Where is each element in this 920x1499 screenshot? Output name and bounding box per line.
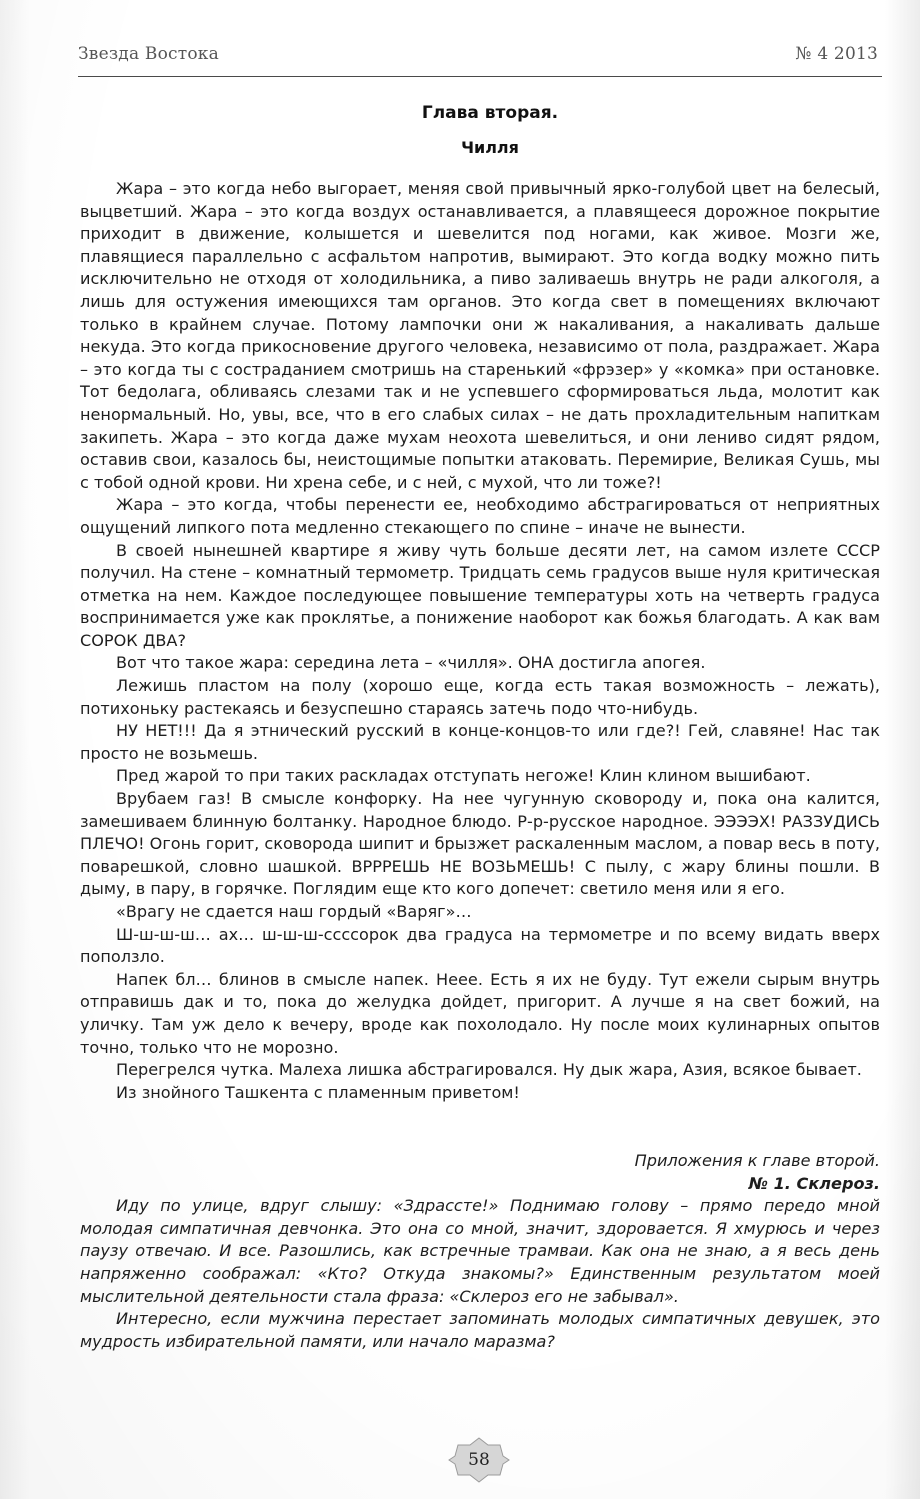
- appendix-paragraph: Иду по улице, вдруг слышу: «Здрассте!» Поднимаю голову – прямо передо мной молодая симпатичная девчонка. Это она со мной, значит, здоровается. Я хмурюсь и через паузу отвечаю. И все. Разошлись, как встречные трамваи. Как она не знаю, а я весь день напряженно соображал: «Кто? Откуда знакомы?» Единственным результатом моей мыслительной деятельности стала фраза: «Склероз его не забывал».: [80, 1196, 880, 1306]
- paragraph: Напек бл… блинов в смысле напек. Неее. Есть я их не буду. Тут ежели сырым внутрь отправишь дак и то, пока до желудка дойдет, пригорит. А лучше я на свет божий, на уличку. Там уж дело к вечеру, вроде как похолодало. Ну после моих кулинарных опытов точно, только что не морозно.: [80, 969, 880, 1057]
- paragraph: Жара – это когда небо выгорает, меняя свой привычный ярко-голубой цвет на белесый, выцветший. Жара – это когда воздух останавливается, а плавящееся дорожное покрытие приходит в движение, колышется и шевелится под ногами, как живое. Мозги же, плавящиеся параллельно с асфальтом напротив, вымирают. Это когда водку можно пить исключительно не отходя от холодильника, а пиво заливаешь внутрь не ради алкоголя, а лишь для остужения имеющихся там органов. Это когда свет в помещениях включают только в крайнем случае. Потому лампочки они ж накаливания, а накаливать дальше некуда. Это когда прикосновение другого человека, независимо от пола, раздражает. Жара – это когда ты с состраданием смотришь на старенький «фрэзер» у «комка» при остановке. Тот бедолага, обливаясь слезами так и не успевшего сформироваться льда, молотит как ненормальный. Но, увы, все, что в его слабых силах – не дать прохладительным напиткам закипеть. Жара – это когда даже мухам неохота шевелиться, и они лениво сидят рядом, оставив свои, казалось бы, неистощимые попытки атаковать. Перемирие, Великая Сушь, мы с тобой одной крови. Ни хрена себе, и с ней, с мухой, что ли тоже?!: [80, 179, 880, 492]
- paragraph: Вот что такое жара: середина лета – «чилля». ОНА достигла апогея.: [116, 653, 706, 673]
- appendix-section: [80, 1150, 880, 1353]
- paragraph: Врубаем газ! В смысле конфорку. На нее чугунную сковороду и, пока она калится, замешиваем блинную болтанку. Народное блюдо. Р-р-русское народное. ЭЭЭЭХ! РАЗЗУДИСЬ ПЛЕЧО! Огонь горит, сковорода шипит и брызжет раскаленным маслом, а повар весь в поту, поварешкой, словно шашкой. ВРРРЕШЬ НЕ ВОЗЬМЕШЬ! С пылу, с жару блины пошли. В дыму, в пару, в горячке. Поглядим еще кто кого допечет: светило меня или я его.: [80, 789, 880, 899]
- paragraph: «Врагу не сдается наш гордый «Варяг»…: [116, 902, 472, 921]
- journal-name: Звезда Востока: [78, 44, 219, 64]
- running-header: [78, 44, 878, 68]
- paragraph: В своей нынешней квартире я живу чуть больше десяти лет, на самом излете СССР получил. На стене – комнатный термометр. Тридцать семь градусов выше нуля критическая отметка на нем. Каждое последующее повышение температуры хоть на четверть градуса воспринимается уже как проклятье, а понижение наоборот как божья благодать. А как вам СОРОК ДВА?: [80, 540, 880, 650]
- paragraph: Перегрелся чутка. Малеха лишка абстрагировался. Ну дык жара, Азия, всякое бывает.: [116, 1060, 862, 1080]
- paragraph: Ш-ш-ш-ш… ах… ш-ш-ш-ссссорок два градуса на термометре и по всему видать вверх поползло.: [80, 924, 880, 967]
- paragraph: НУ НЕТ!!! Да я этнический русский в конце-концов-то или где?! Гей, славяне! Нас так просто не возьмешь.: [80, 721, 880, 763]
- page-number: 58: [468, 1450, 490, 1470]
- appendix-title: Приложения к главе второй.: [634, 1151, 880, 1170]
- page-number-badge: [448, 1436, 510, 1484]
- appendix-subtitle: № 1. Склероз.: [748, 1173, 880, 1193]
- chapter-subtitle: Чилля: [461, 138, 519, 157]
- paragraph: Жара – это когда, чтобы перенести ее, необходимо абстрагироваться от неприятных ощущений липкого пота медленно стекающего по спине – иначе не вынести.: [80, 495, 880, 537]
- paragraph: Пред жарой то при таких раскладах отступать негоже! Клин клином вышибают.: [116, 766, 811, 786]
- chapter-title: Глава вторая.: [421, 103, 559, 123]
- appendix-paragraph: Интересно, если мужчина перестает запоминать молодых симпатичных девушек, это мудрость избирательной памяти, или начало маразма?: [80, 1309, 880, 1351]
- paragraph: Лежишь пластом на полу (хорошо еще, когда есть такая возможность – лежать), потихоньку растекаясь и безуспешно стараясь затечь подо что-нибудь.: [80, 676, 880, 718]
- paragraph: Из знойного Ташкента с пламенным приветом!: [116, 1082, 520, 1102]
- main-text: [80, 178, 880, 1104]
- issue-number: № 4 2013: [795, 44, 878, 64]
- header-rule: [78, 76, 882, 77]
